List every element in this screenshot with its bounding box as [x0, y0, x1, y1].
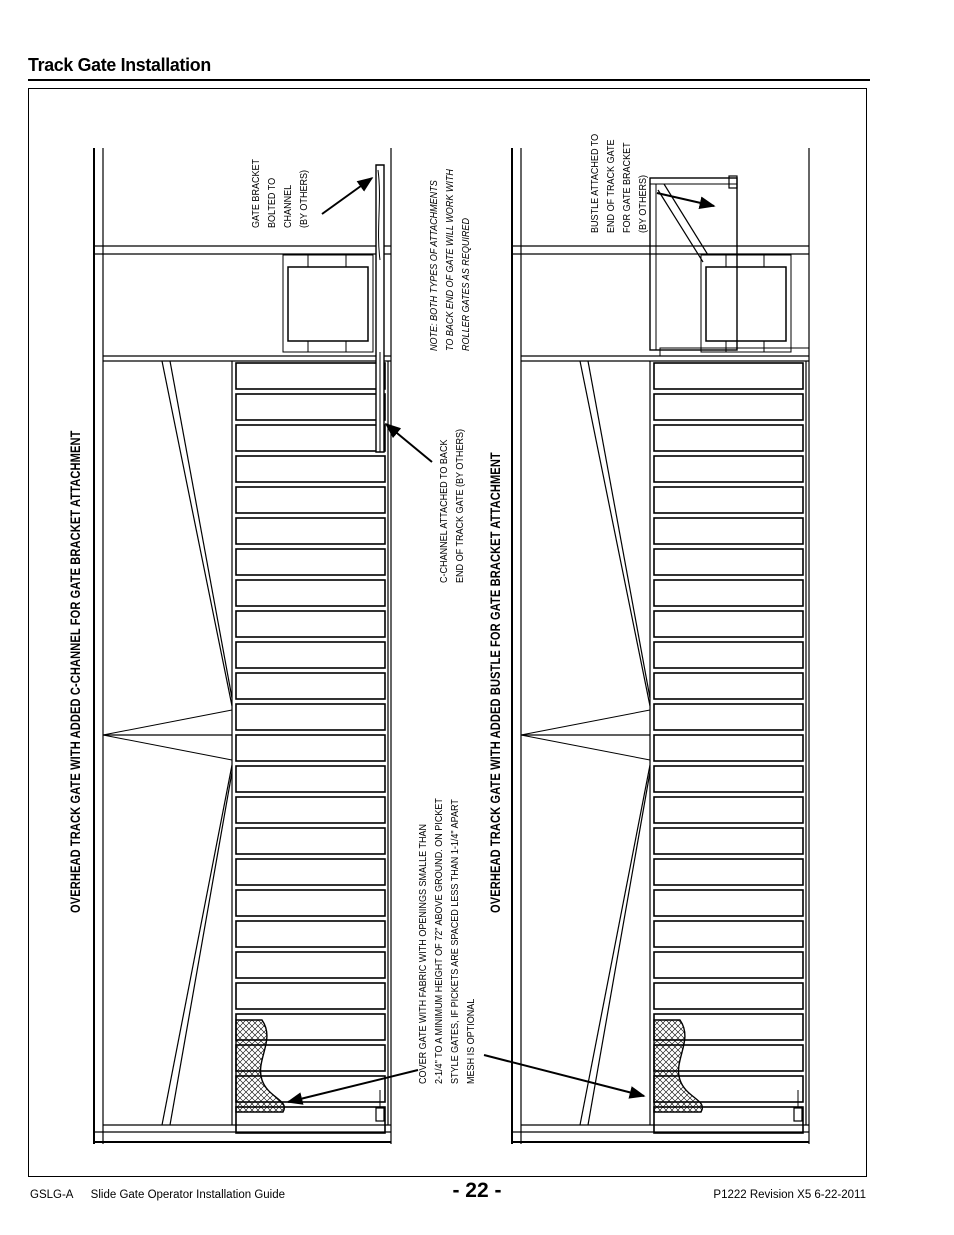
- picket-slat: [654, 456, 803, 482]
- latch-hardware: [794, 1108, 802, 1121]
- left-figure-heading: OVERHEAD TRACK GATE WITH ADDED C-CHANNEL FOR GATE BRACKET ATTACHMENT: [68, 430, 83, 913]
- picket-slat: [654, 487, 803, 513]
- picket-slat: [654, 828, 803, 854]
- gate-brace: [580, 361, 650, 706]
- gate-brace: [521, 710, 650, 735]
- right-gate-drawing: [512, 148, 809, 1144]
- picket-slat: [654, 766, 803, 792]
- picket-slat: [654, 704, 803, 730]
- c-channel-note-line: C-CHANNEL ATTACHED TO BACK: [438, 439, 450, 583]
- picket-slat: [236, 704, 385, 730]
- page-number: - 22 -: [452, 1179, 502, 1202]
- leader-arrow: [657, 193, 714, 206]
- gate-brace: [162, 765, 232, 1125]
- trolley-frame: [701, 255, 791, 352]
- picket-slat: [236, 952, 385, 978]
- gate-brace: [170, 772, 232, 1125]
- gate-brace: [521, 735, 650, 760]
- gate-brace: [103, 735, 232, 760]
- gate-bracket-note-line: GATE BRACKET: [250, 158, 262, 228]
- picket-slat: [654, 673, 803, 699]
- revision-label: P1222 Revision X5 6-22-2011: [713, 1189, 866, 1201]
- picket-slat: [654, 983, 803, 1009]
- picket-slat: [236, 735, 385, 761]
- trolley-frame: [283, 255, 373, 352]
- picket-slat: [654, 797, 803, 823]
- picket-slat: [236, 611, 385, 637]
- bustle-note-line: FOR GATE BRACKET: [621, 142, 633, 233]
- picket-slat: [236, 859, 385, 885]
- picket-slat: [236, 487, 385, 513]
- c-channel-note: [436, 429, 468, 583]
- bustle-brace: [664, 184, 708, 255]
- picket-slat: [236, 828, 385, 854]
- bustle-note: [587, 134, 651, 233]
- document-id: GSLG-A: [30, 1189, 74, 1201]
- left-gate-drawing: [94, 148, 391, 1144]
- attachment-note-line: NOTE: BOTH TYPES OF ATTACHMENTS: [428, 180, 440, 351]
- gate-bracket-note: [248, 159, 312, 228]
- picket-slat: [654, 363, 803, 389]
- picket-slat: [654, 611, 803, 637]
- attachment-note-line: ROLLER GATES AS REQUIRED: [460, 218, 472, 351]
- cover-gate-note-line: STYLE GATES, IF PICKETS ARE SPACED LESS THAN 1-1/4" APART: [449, 799, 461, 1084]
- picket-slat: [236, 456, 385, 482]
- gate-bracket-note-line: BOLTED TO: [266, 177, 278, 228]
- gate-brace: [162, 361, 232, 706]
- mesh-patch: [654, 1020, 702, 1112]
- picket-slat: [654, 890, 803, 916]
- picket-slat: [654, 425, 803, 451]
- picket-slat: [236, 549, 385, 575]
- bustle-note-line: BUSTLE ATTACHED TO: [589, 133, 601, 233]
- c-channel-note-line: END OF TRACK GATE (BY OTHERS): [454, 428, 466, 583]
- picket-slat: [654, 642, 803, 668]
- picket-slat: [236, 673, 385, 699]
- picket-slat: [236, 394, 385, 420]
- picket-slat: [236, 890, 385, 916]
- cover-gate-note-line: COVER GATE WITH FABRIC WITH OPENINGS SMALLE THAN: [417, 823, 429, 1084]
- trolley-box: [706, 267, 786, 341]
- latch-hardware: [376, 1108, 384, 1121]
- picket-slat: [654, 952, 803, 978]
- leader-arrow: [386, 424, 432, 462]
- bustle-note-line: (BY OTHERS): [637, 174, 649, 233]
- picket-slat: [654, 859, 803, 885]
- picket-slat: [654, 518, 803, 544]
- page-title: Track Gate Installation: [28, 54, 211, 75]
- picket-slat: [654, 735, 803, 761]
- gate-brace: [580, 765, 650, 1125]
- picket-slat: [654, 580, 803, 606]
- picket-slat: [236, 580, 385, 606]
- bustle-frame: [650, 178, 737, 350]
- picket-slat: [236, 518, 385, 544]
- gate-brace: [170, 361, 232, 698]
- picket-slat: [654, 921, 803, 947]
- gate-brace: [588, 361, 650, 698]
- leader-arrow: [484, 1055, 644, 1096]
- cover-gate-note-line: MESH IS OPTIONAL: [465, 998, 477, 1084]
- picket-slat: [236, 642, 385, 668]
- picket-slat: [236, 425, 385, 451]
- gate-brace: [588, 772, 650, 1125]
- gate-bracket-note-line: (BY OTHERS): [298, 169, 310, 228]
- gate-brace: [103, 710, 232, 735]
- cover-gate-note: [415, 798, 479, 1084]
- right-figure-heading: OVERHEAD TRACK GATE WITH ADDED BUSTLE FOR GATE BRACKET ATTACHMENT: [488, 452, 503, 913]
- bustle-note-line: END OF TRACK GATE: [605, 139, 617, 233]
- picket-slat: [654, 549, 803, 575]
- picket-slat: [236, 983, 385, 1009]
- picket-slat: [236, 766, 385, 792]
- attachment-note-line: TO BACK END OF GATE WILL WORK WITH: [444, 169, 456, 351]
- cover-gate-note-line: 2-1/4" TO A MINIMUM HEIGHT OF 72" ABOVE GROUND. ON PICKET: [433, 798, 445, 1084]
- leader-arrow: [288, 1070, 418, 1102]
- document-title: Slide Gate Operator Installation Guide: [90, 1189, 286, 1201]
- picket-slat: [236, 797, 385, 823]
- attachment-note: [426, 169, 474, 351]
- mesh-patch: [236, 1020, 284, 1112]
- trolley-box: [288, 267, 368, 341]
- picket-slat: [236, 921, 385, 947]
- bustle-brace: [658, 190, 703, 262]
- gate-bracket-note-line: CHANNEL: [282, 184, 294, 228]
- picket-slat: [654, 394, 803, 420]
- picket-slat: [236, 363, 385, 389]
- leader-arrow: [322, 178, 372, 214]
